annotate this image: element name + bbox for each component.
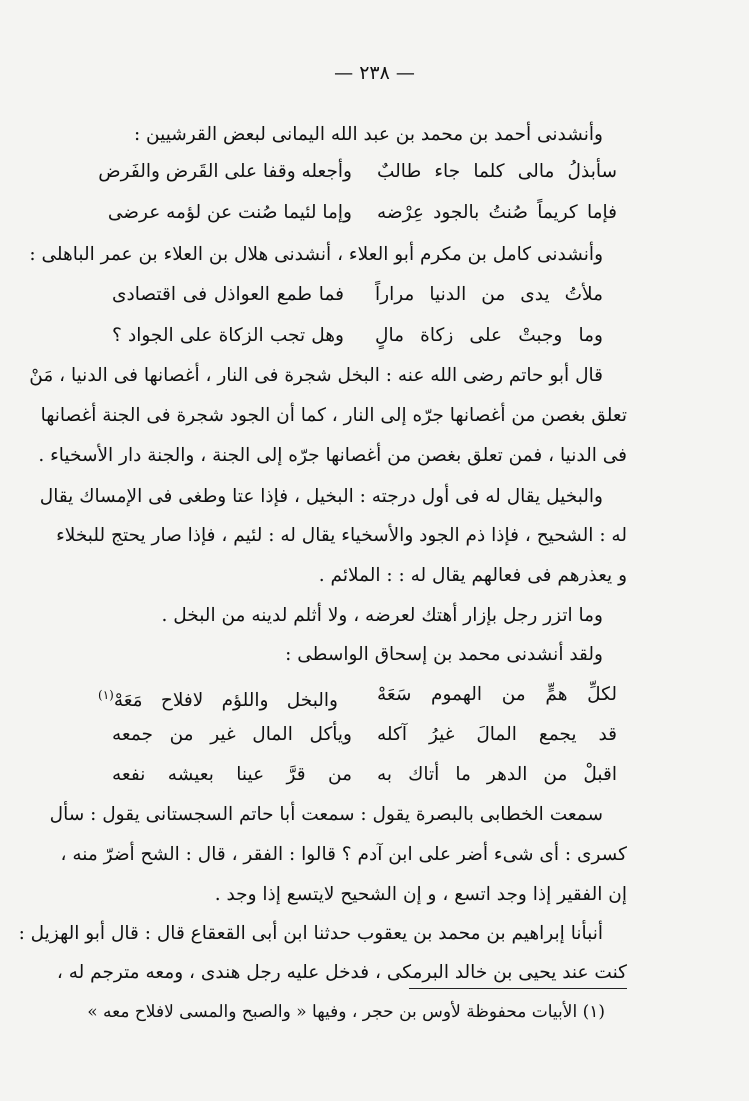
- footnote-marker: (١): [98, 688, 114, 702]
- text-line: والبخيل يقال له فى أول درجته : البخيل ، فإذا عتا وطغى فى الإمساك يقال: [39, 486, 603, 507]
- verse-line: [112, 324, 627, 348]
- text-line: كنت عند يحيى بن خالد البرمكى ، فدخل عليه رجل هندى ، ومعه مترجم له ،: [56, 962, 627, 983]
- text-line: فى الدنيا ، فمن تعلق بغصن من أغصانها جرّه إلى الجنة ، والجنة دار الأسخياء .: [38, 445, 627, 466]
- verse-line: [107, 201, 627, 225]
- footnote-rule: [409, 988, 627, 989]
- text-line: قال أبو حاتم رضى الله عنه : البخل شجرة فى النار ، أغصانها فى الدنيا ، مَنْ: [29, 365, 603, 386]
- text-line: وما اتزر رجل بإزار أهتك لعرضه ، ولا أثلم لدينه من البخل .: [161, 605, 603, 626]
- verse-hemistich-first: لكلِّ همٍّ من الهموم سَعَهْ: [377, 684, 617, 705]
- verse-hemistich-first: قد يجمع المالَ غيرُ آكله: [377, 724, 617, 745]
- verse-hemistich-second: وأجعله وقفا على القَرض والفَرض: [98, 161, 352, 182]
- verse-hemistich-first: اقبلْ من الدهر ما أتاك به: [377, 764, 617, 785]
- verse-hemistich-first: سأبذلُ مالى كلما جاء طالبٌ: [377, 161, 617, 182]
- verse-hemistich-second: من قرَّ عينا بعيشه نفعه: [112, 764, 352, 785]
- verse-hemistich-first: فإما كريماً صُنتُ بالجود عِرْضه: [377, 202, 617, 223]
- text-line: وأنشدنى كامل بن مكرم أبو العلاء ، أنشدنى هلال بن العلاء بن عمر الباهلى :: [29, 244, 603, 265]
- page-number: — ٢٣٨ —: [334, 62, 415, 84]
- verse-hemistich-first: ملأتُ يدى من الدنيا مراراً: [375, 284, 603, 305]
- text-line: أنبأنا إبراهيم بن محمد بن يعقوب حدثنا ابن أبى القعقاع قال : قال أبو الهزيل :: [18, 923, 603, 944]
- verse-line: [112, 723, 627, 747]
- text-line: وأنشدنى أحمد بن محمد بن عبد الله اليمانى لبعض القرشيين :: [133, 124, 603, 145]
- verse-line: [98, 160, 627, 184]
- verse-hemistich-text: والبخل واللؤم لافلاح مَعَهْ: [113, 690, 338, 712]
- footnote: (١) الأبيات محفوظة لأوس بن حجر ، وفيها « والصبح والمسى لافلاح معه »: [87, 1002, 605, 1022]
- text-line: و يعذرهم فى فعالهم يقال له : : الملائم .: [318, 565, 627, 586]
- verse-line: [112, 763, 627, 787]
- verse-hemistich-second: وإما لئيما صُنت عن لؤمه عرضى: [107, 202, 352, 223]
- text-line: ولقد أنشدنى محمد بن إسحاق الواسطى :: [285, 644, 603, 665]
- verse-line: [98, 683, 627, 712]
- verse-hemistich-second: فما طمع العواذل فى اقتصادى: [112, 284, 344, 305]
- text-line: كسرى : أى شىء أضر على ابن آدم ؟ قالوا : الفقر ، قال : الشح أضرّ منه ،: [60, 844, 627, 865]
- text-line: تعلق بغصن من أغصانها جرّه إلى النار ، كما أن الجود شجرة فى الجنة أغصانها: [40, 405, 627, 426]
- verse-hemistich-first: وما وجبتْ على زكاة مالٍ: [375, 325, 603, 346]
- verse-hemistich-second: [98, 683, 338, 713]
- text-line: سمعت الخطابى بالبصرة يقول : سمعت أبا حاتم السجستانى يقول : سأل: [49, 804, 603, 825]
- text-line: له : الشحيح ، فإذا ذم الجود والأسخياء يقال له : لئيم ، فإذا صار يحتج للبخلاء: [56, 525, 627, 546]
- verse-hemistich-second: ويأكل المال غير من جمعه: [112, 724, 352, 745]
- verse-hemistich-second: وهل تجب الزكاة على الجواد ؟: [112, 325, 344, 346]
- text-line: إن الفقير إذا وجد اتسع ، و إن الشحيح لايتسع إذا وجد .: [214, 884, 627, 905]
- verse-line: [112, 283, 627, 307]
